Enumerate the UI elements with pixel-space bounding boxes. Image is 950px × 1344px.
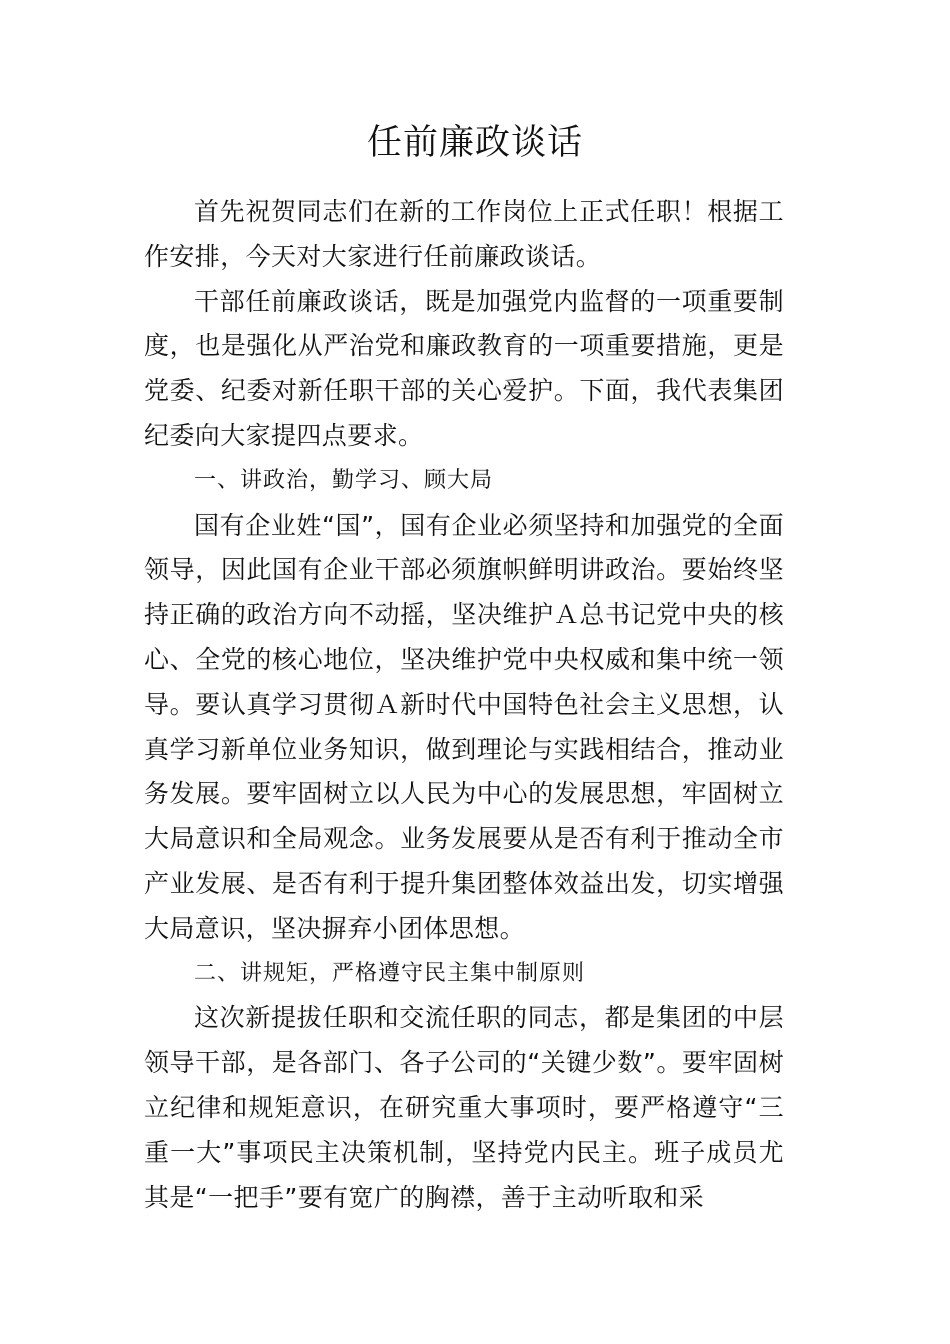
document-title: 任前廉政谈话 — [366, 123, 583, 163]
section-heading-1: 一、讲政治，勤学习、顾大局 — [194, 467, 494, 493]
paragraph-opening: 首先祝贺同志们在新的工作岗位上正式任职！根据工作安排，今天对大家进行任前廉政谈话。 — [144, 197, 784, 271]
document-body — [144, 190, 784, 1220]
paragraph-purpose: 干部任前廉政谈话，既是加强党内监督的一项重要制度，也是强化从严治党和廉政教育的一项重要措施，更是党委、纪委对新任职干部的关心爱护。下面，我代表集团纪委向大家提四点要求。 — [144, 286, 784, 450]
section-heading-2: 二、讲规矩，严格遵守民主集中制原则 — [194, 960, 586, 986]
section-paragraph-2: 这次新提拔任职和交流任职的同志，都是集团的中层领导干部，是各部门、各子公司的“关键少数”。要牢固树立纪律和规矩意识，在研究重大事项时，要严格遵守“三重一大”事项民主决策机制，坚持党内民主。班子成员尤其是“一把手”要有宽广的胸襟，善于主动听取和采 — [144, 1003, 784, 1212]
section-paragraph-1: 国有企业姓“国”，国有企业必须坚持和加强党的全面领导，因此国有企业干部必须旗帜鲜明讲政治。要始终坚持正确的政治方向不动摇，坚决维护Ａ总书记党中央的核心、全党的核心地位，坚决维护党中央权威和集中统一领导。要认真学习贯彻Ａ新时代中国特色社会主义思想，认真学习新单位业务知识，做到理论与实践相结合，推动业务发展。要牢固树立以人民为中心的发展思想，牢固树立大局意识和全局观念。业务发展要从是否有利于推动全市产业发展、是否有利于提升集团整体效益出发，切实增强大局意识，坚决摒弃小团体思想。 — [144, 510, 784, 943]
